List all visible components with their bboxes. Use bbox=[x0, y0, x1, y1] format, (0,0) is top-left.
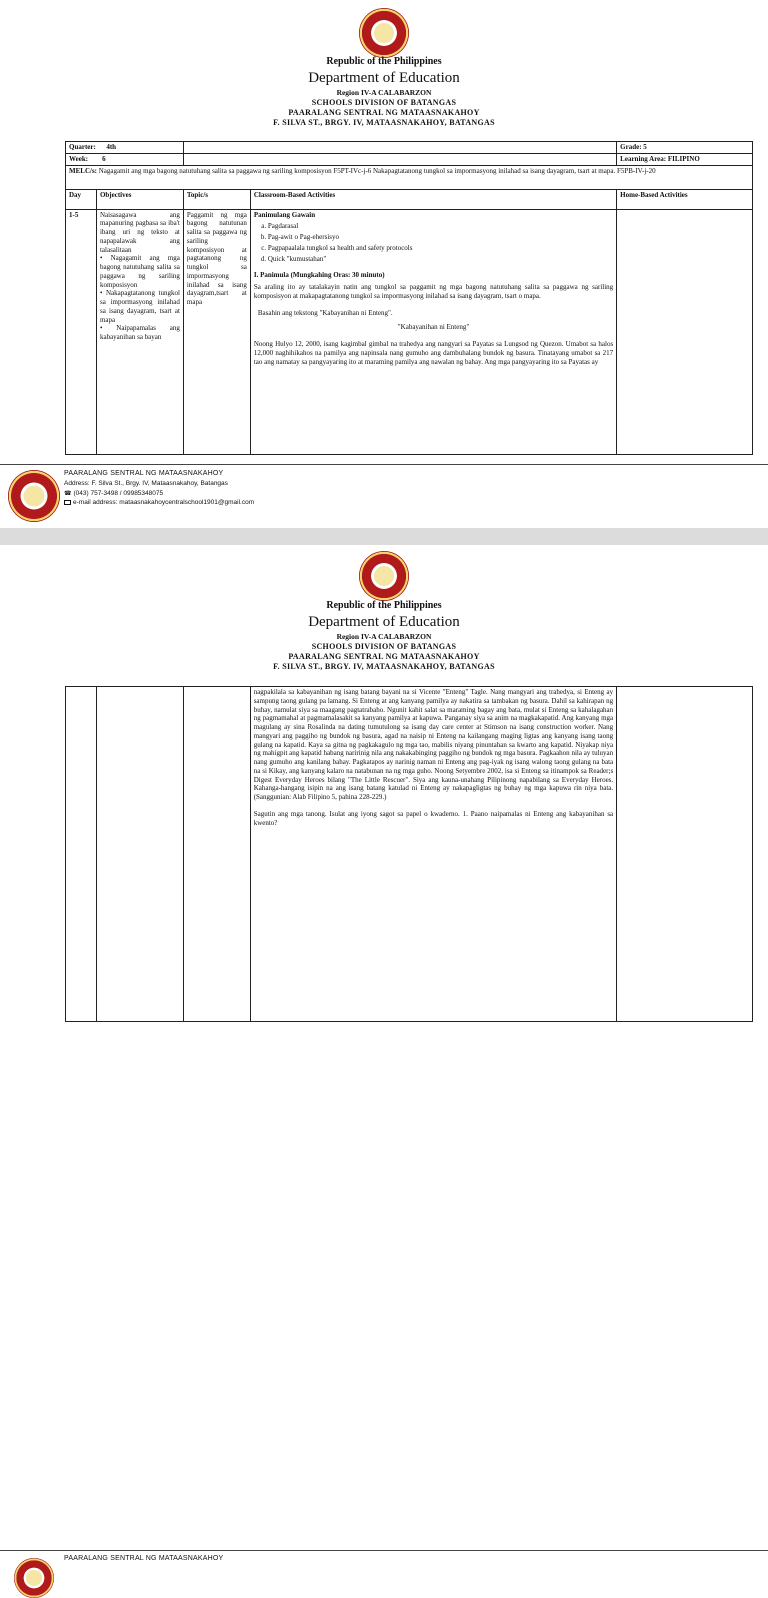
story-title: "Kabayanihan ni Enteng" bbox=[397, 323, 470, 332]
quarter-cell: Quarter: 4th bbox=[66, 142, 184, 154]
objective-item: • Nagagamit ang mga bagong natutuhang salita sa paggawa ng sariling komposisyon bbox=[99, 254, 180, 289]
objectives-column-header: Objectives bbox=[96, 189, 183, 209]
list-item: c. Pagpapaalala tungkol sa health and safety protocols bbox=[268, 244, 613, 253]
page-gap bbox=[0, 528, 768, 545]
intro-list bbox=[268, 222, 613, 263]
email-icon bbox=[64, 500, 71, 505]
school-address-heading: F. SILVA ST., BRGY. IV, MATAASNAKAHOY, BATANGAS bbox=[273, 661, 495, 671]
footer-address: Address: F. Silva St., Brgy. IV, Mataasnakahoy, Batangas bbox=[64, 480, 228, 488]
school-heading: PAARALANG SENTRAL NG MATAASNAKAHOY bbox=[288, 107, 480, 117]
classroom-activities-cell bbox=[250, 209, 616, 454]
republic-heading: Republic of the Philippines bbox=[326, 56, 442, 67]
read-prompt: Basahin ang tekstong "Kabayanihan ni Enteng". bbox=[257, 308, 393, 317]
deped-seal-icon bbox=[359, 8, 409, 58]
deped-seal-icon bbox=[359, 551, 409, 601]
melcs-row bbox=[66, 165, 753, 189]
department-heading: Department of Education bbox=[308, 614, 460, 630]
school-seal-icon bbox=[14, 1558, 54, 1598]
objective-item: • Nakapagtatanong tungkol sa impormasyong inilahad sa isang dayagram, tsart at mapa bbox=[99, 289, 180, 324]
classroom-activities-cell bbox=[250, 687, 616, 1022]
footer-school-name: PAARALANG SENTRAL NG MATAASNAKAHOY bbox=[64, 1555, 224, 1562]
story-paragraph: Noong Hulyo 12, 2000, isang kagimbal gimbal na trahedya ang nangyari sa Payatas sa Lungsod ng Quezon. Umabot sa halos 12,000 naghihikahos na pamilya ang napinsala nang gumuho ang dambuhalang bundok ng basura. Tinatayang umabot sa 217 tao ang namatay sa pangyayaring ito at maraming pamilya ang nawalan ng bahay. Ang mga pangyayaring ito sa Payatas ay bbox=[253, 340, 614, 366]
objective-item: • Naipapamalas ang kabayanihan sa bayan bbox=[99, 324, 180, 341]
school-seal-icon bbox=[8, 470, 60, 522]
section-title: I. Panimula (Mungkahing Oras: 30 minuto) bbox=[253, 271, 385, 280]
grade-cell: Grade: 5 bbox=[617, 142, 753, 154]
blank-cell bbox=[183, 153, 616, 165]
column-header-row bbox=[66, 189, 753, 209]
home-activities-cell bbox=[617, 209, 753, 454]
story-paragraph: nagpakilala sa kabayanihan ng isang batang bayani na si Vicente "Enteng" Tagle. Nang mangyari ang trahedya, si Enteng ay sampung taong gulang pa lamang. Si Enteng at ang kanyang pamilya ay nakatira sa tambakan ng basura. Dahil sa kahirapan ng buhay, namulat siya sa maagang pagtatrabaho. Ngunit kahit salat sa maraming bagay ang bata, mulat si Enteng sa kahalagahan ng pagmamahal at pagmamalasakit sa kanyang pamilya at kapuwa. Panganay siya sa anim na magkakapatid. Ang kanyang mga magulang ay sina Rosalinda na dating tumutulong sa isang day care center at Stimson na isang construction worker. Nang mangyari ang paggiho ng bundok ng basura, agad na naisip ni Enteng na kailangang maging ligtas ang kanyang isang taong gulang na kapatid. Kaya sa gitna ng pagkakagulo ng mga tao, mabilis niyang pinuntahan sa kwarto ang kapatid. Niyakap niya ng mahigpit ang kapatid habang naririnig nila ang nakakabinging paggiho ng bundok ng mga basura. Pagkaahon nila ay tuluyan nang gumuho ang kanilang bahay. Pagkatapos ay narinig naman ni Enteng ang pag-iyak ng isang walong taong gulang na bata na si Kikay, ang kanyang kalaro na natabunan na ng mga guho. Noong Setyembre 2002, isa si Enteng sa itinampok sa Reader;s Digest Everyday Heroes bilang "The Little Rescuer". Siya ang kauna-unahang Pilipinong napabilang sa Everyday Heroes. Kahanga-hangang isipin na ang isang batang katulad ni Enteng ay nakapagligtas ng buhay ng mga kapuwa rin niya bata. (Sanggunian: Alab Filipino 5, pahina 228-229.) bbox=[253, 688, 614, 801]
topics-column-header: Topic/s bbox=[183, 189, 250, 209]
objectives-cell bbox=[96, 687, 183, 1022]
page-header bbox=[0, 601, 768, 671]
intro-title: Panimulang Gawain bbox=[253, 210, 316, 219]
lesson-row bbox=[66, 209, 753, 454]
school-address-heading: F. SILVA ST., BRGY. IV, MATAASNAKAHOY, BATANGAS bbox=[273, 117, 495, 127]
activities-content bbox=[254, 211, 613, 452]
objectives-cell bbox=[96, 209, 183, 454]
lesson-plan-table-continued bbox=[65, 686, 753, 1022]
page-footer bbox=[0, 1550, 768, 1569]
quarter-row bbox=[66, 142, 753, 154]
republic-heading: Republic of the Philippines bbox=[326, 600, 442, 611]
lesson-plan-table bbox=[65, 141, 753, 455]
footer-divider bbox=[0, 1550, 768, 1551]
topic-cell: Paggamit ng mga bagong natutunan salita sa paggawa ng sariling komposisyon at pagtatanong ng tungkol sa impormasyong inilahad sa isang dayagram,tsart at mapa bbox=[183, 209, 250, 454]
questions-text: Sagutin ang mga tanong. Isulat ang iyong sagot sa papel o kwaderno. 1. Paano naipamalas ni Enteng ang kabayanihan sa kwento? bbox=[253, 809, 614, 827]
melcs-cell: MELC/s: Nagagamit ang mga bagong natutuhang salita sa paggawa ng sariling komposisyon F5PT-IVc-j-6 Nakapagtatanong tungkol sa impormasyong inilahad sa isang dayagram, tsart at mapa. F5PB-IV-j-20 bbox=[66, 165, 753, 189]
objective-item: Naisasagawa ang mapanuring pagbasa sa iba't ibang uri ng teksto at napapalawak ang talasalitaan bbox=[99, 210, 180, 254]
region-heading: Region IV-A CALABARZON bbox=[336, 632, 432, 641]
division-heading: SCHOOLS DIVISION OF BATANGAS bbox=[311, 641, 457, 651]
footer-info bbox=[64, 1554, 223, 1564]
phone-icon: ☎ bbox=[64, 490, 72, 497]
list-item: a. Pagdarasal bbox=[268, 222, 613, 231]
document-page-1 bbox=[0, 0, 768, 528]
school-heading: PAARALANG SENTRAL NG MATAASNAKAHOY bbox=[288, 651, 480, 661]
list-item: b. Pag-awit o Pag-ehersisyo bbox=[268, 233, 613, 242]
department-heading: Department of Education bbox=[308, 70, 460, 86]
footer-school-name: PAARALANG SENTRAL NG MATAASNAKAHOY bbox=[64, 470, 224, 477]
list-item: d. Quick "kumustahan" bbox=[268, 255, 613, 264]
footer-phone: ☎ (043) 757-3498 / 09985348075 bbox=[64, 489, 164, 497]
page-footer bbox=[0, 464, 768, 528]
footer-divider bbox=[0, 464, 768, 465]
topic-cell bbox=[183, 687, 250, 1022]
division-heading: SCHOOLS DIVISION OF BATANGAS bbox=[311, 97, 457, 107]
document-page-2 bbox=[0, 545, 768, 1562]
day-cell bbox=[66, 687, 97, 1022]
week-row bbox=[66, 153, 753, 165]
day-cell: 1-5 bbox=[66, 209, 97, 454]
day-column-header: Day bbox=[66, 189, 97, 209]
home-column-header: Home-Based Activities bbox=[617, 189, 753, 209]
lesson-row bbox=[66, 687, 753, 1022]
region-heading: Region IV-A CALABARZON bbox=[336, 88, 432, 97]
week-cell: Week: 6 bbox=[66, 153, 184, 165]
section-text: Sa araling ito ay tatalakayin natin ang tungkol sa paggamit ng mga bagong natutuhang salita sa paggawa ng sariling komposisyon at makapagtatanong tungkol sa impormasyong inilahad sa isang dayagram, tsart o mapa. bbox=[253, 283, 614, 300]
home-activities-cell bbox=[617, 687, 753, 1022]
blank-cell bbox=[183, 142, 616, 154]
learning-area-cell: Learning Area: FILIPINO bbox=[617, 153, 753, 165]
footer-email: e-mail address: mataasnakahoycentralschool1901@gmail.com bbox=[64, 498, 254, 507]
footer-info bbox=[64, 469, 254, 508]
classroom-column-header: Classroom-Based Activities bbox=[250, 189, 616, 209]
page-header bbox=[0, 57, 768, 127]
